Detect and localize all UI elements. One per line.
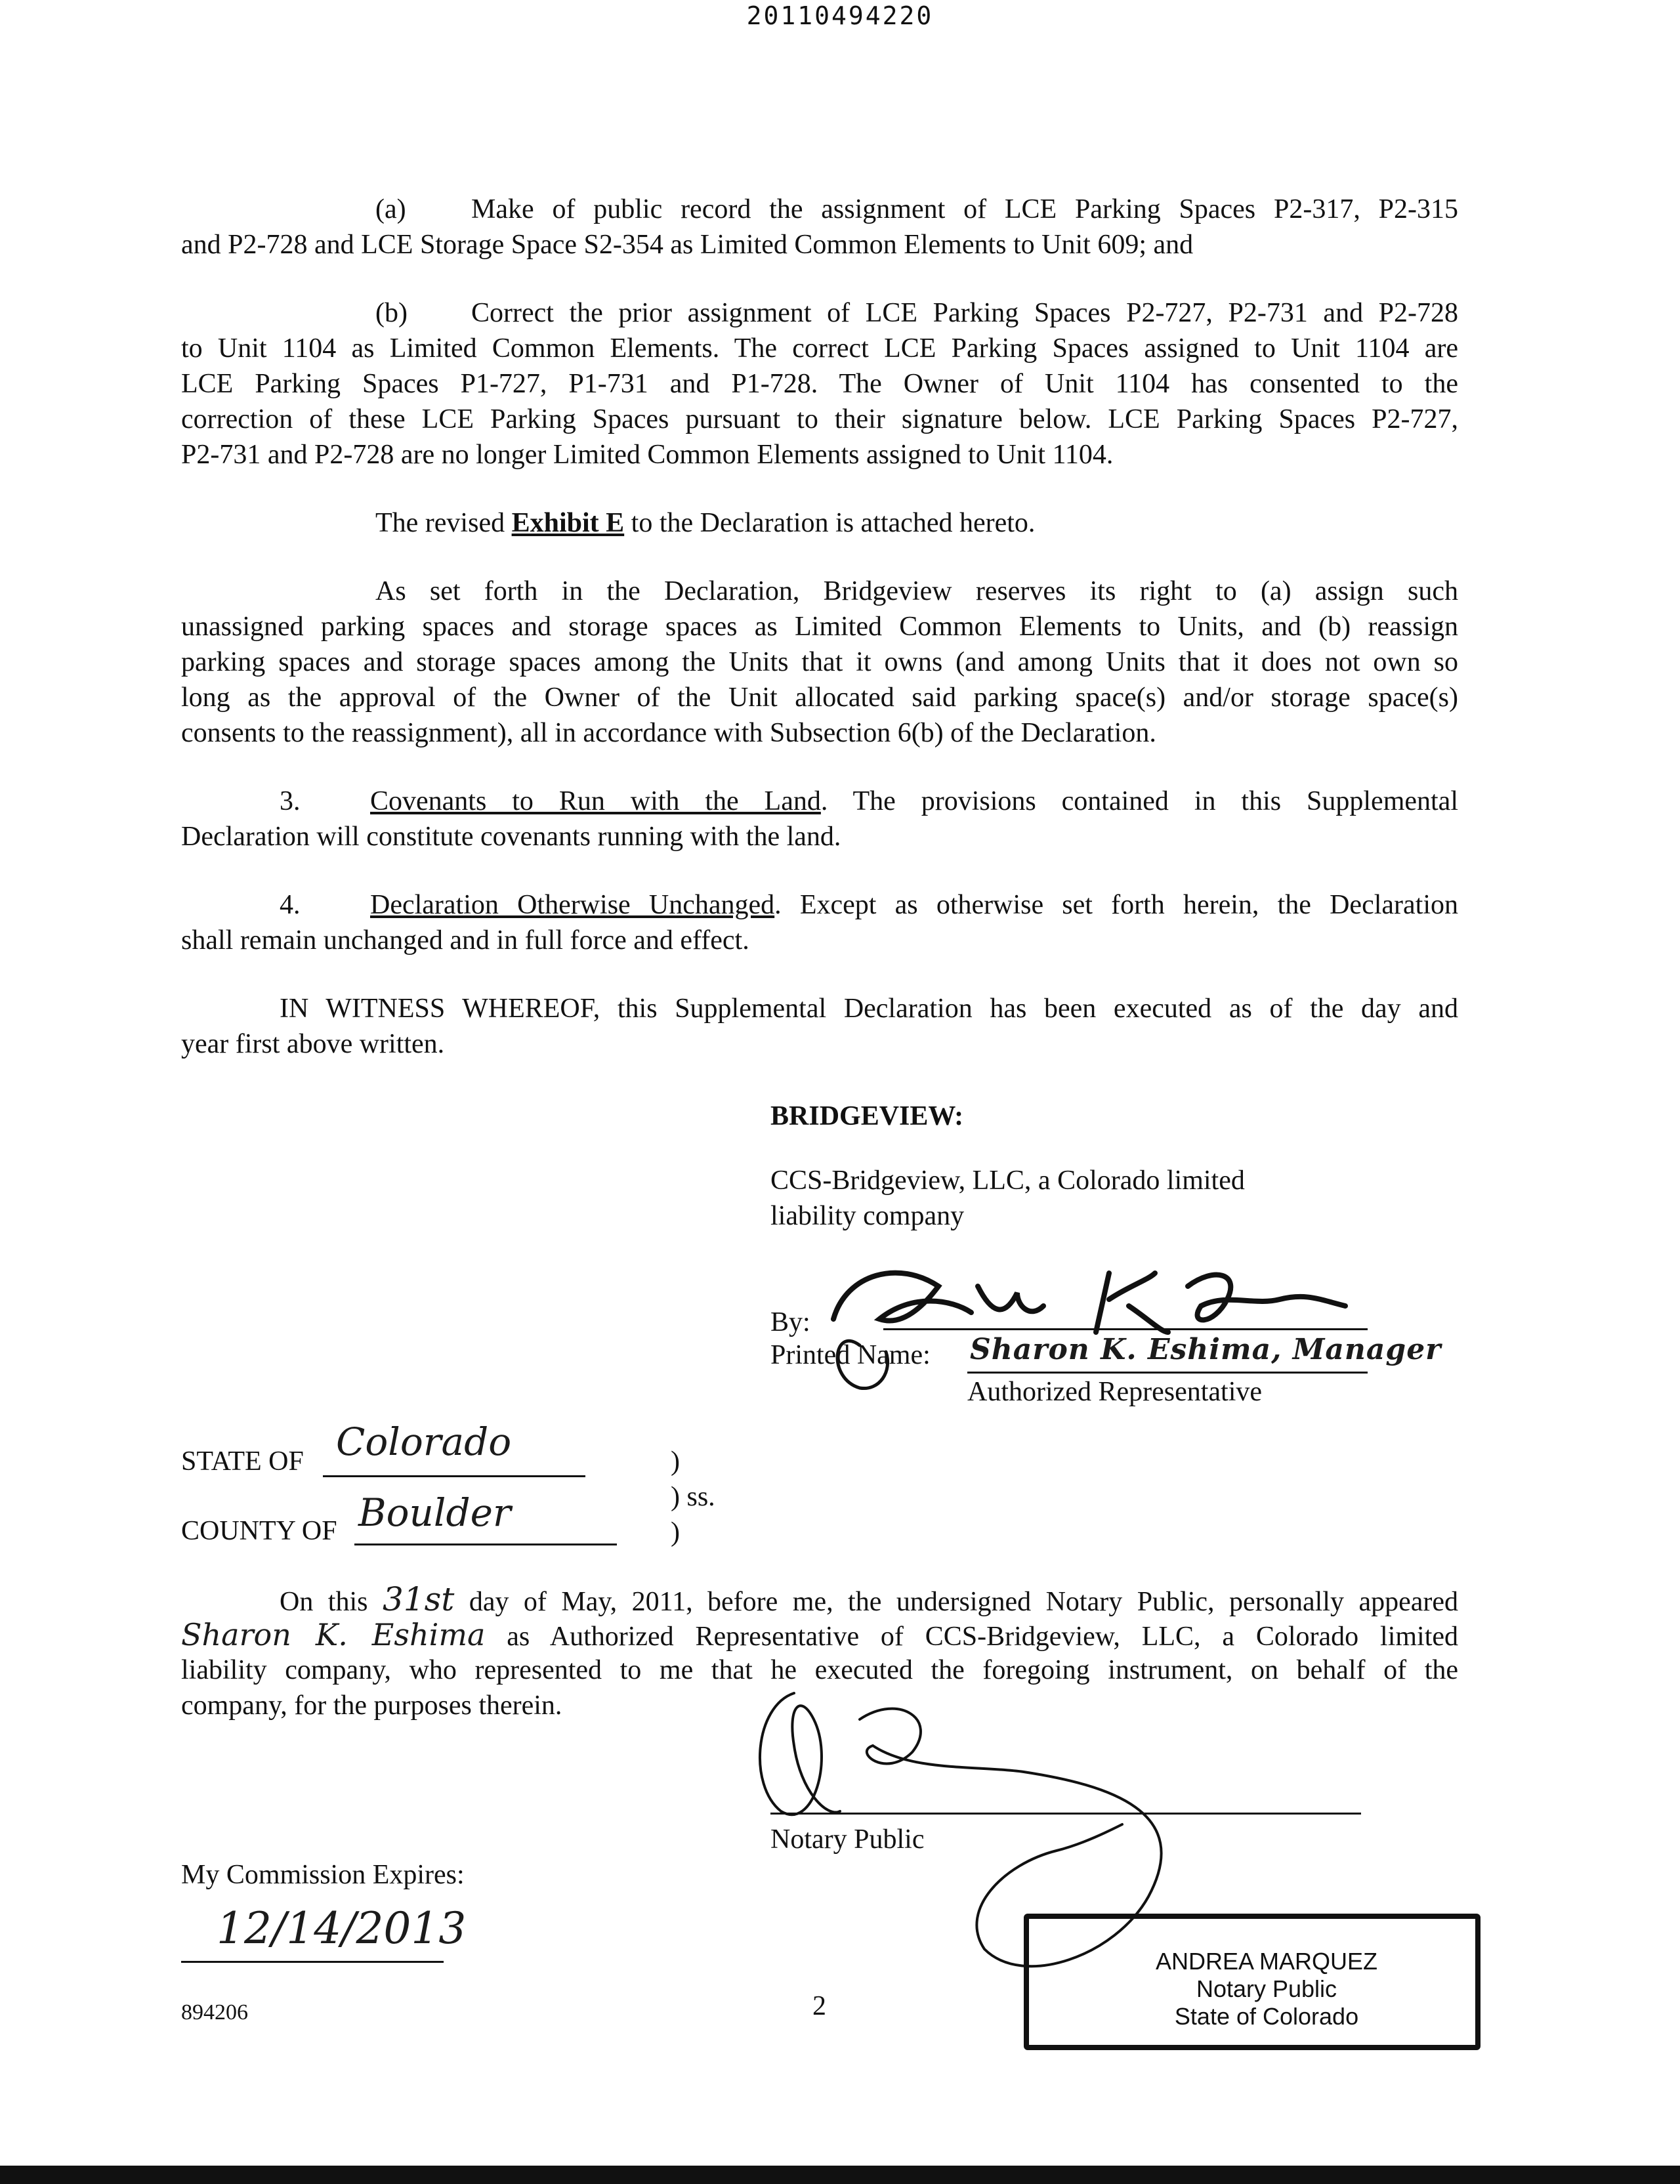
witness-line-1: IN WITNESS WHEREOF, this Supplemental Declaration has been executed as of the day and <box>280 994 1458 1024</box>
notary-public-label: Notary Public <box>770 1824 925 1855</box>
acknowledgment-line-3: liability company, who represented to me that he executed the foregoing instrument, on behalf of the <box>181 1655 1458 1685</box>
item-b-text: Correct the prior assignment of LCE Parking Spaces P2-727, P2-731 and P2-728 <box>471 298 1458 328</box>
document-number: 20110494220 <box>746 1 934 30</box>
company-line-2: liability company <box>770 1201 965 1231</box>
item-b-label: (b) <box>375 298 408 328</box>
stamp-state: State of Colorado <box>1174 2003 1359 2030</box>
item-b-line-3: LCE Parking Spaces P1-727, P1-731 and P1-728. The Owner of Unit 1104 has consented to the <box>181 369 1458 399</box>
acknowledgment-line-2 <box>181 1617 1458 1654</box>
stamp-name: ANDREA MARQUEZ <box>1155 1948 1378 1975</box>
printed-name-line <box>967 1372 1368 1374</box>
reserve-line-1: As set forth in the Declaration, Bridgeview reserves its right to (a) assign such <box>375 576 1458 606</box>
section-4-heading: Declaration Otherwise Unchanged <box>370 890 775 920</box>
reserve-line-3: parking spaces and storage spaces among the Units that it owns (and among Units that it does not own so <box>181 647 1458 677</box>
exhibit-after: to the Declaration is attached hereto. <box>624 508 1036 538</box>
item-a-text: Make of public record the assignment of LCE Parking Spaces P2-317, P2-315 <box>471 194 1458 224</box>
exhibit-e-reference: Exhibit E <box>511 508 625 538</box>
commission-expires-label: My Commission Expires: <box>181 1860 465 1890</box>
page-number: 2 <box>812 1991 826 2021</box>
venue-paren-3: ) <box>671 1517 680 1547</box>
item-b-line-5: P2-731 and P2-728 are no longer Limited Common Elements assigned to Unit 1104. <box>181 440 1114 470</box>
item-b-line-2: to Unit 1104 as Limited Common Elements. The correct LCE Parking Spaces assigned to Unit 1104 are <box>181 333 1458 364</box>
ack-day-handwritten: 31st <box>382 1580 455 1618</box>
commission-date-handwritten: 12/14/2013 <box>217 1903 467 1954</box>
venue-paren-1: ) <box>671 1446 680 1477</box>
signature-heading: BRIDGEVIEW: <box>770 1101 964 1131</box>
item-a-label: (a) <box>375 194 406 224</box>
scan-border-bottom <box>0 2166 1680 2184</box>
item-a-line-1 <box>375 192 1458 227</box>
state-of-value: Colorado <box>336 1419 512 1464</box>
section-4-line-2: shall remain unchanged and in full force and effect. <box>181 925 749 956</box>
authorized-representative-title: Authorized Representative <box>967 1377 1262 1407</box>
reserve-line-4: long as the approval of the Owner of the Unit allocated said parking space(s) and/or storage space(s) <box>181 682 1458 713</box>
exhibit-before: The revised <box>375 508 512 538</box>
ack-on-this: On this <box>280 1587 383 1617</box>
section-4-text: . Except as otherwise set forth herein, the Declaration <box>774 890 1458 920</box>
notary-stamp-text <box>1102 1948 1431 2030</box>
county-of-label: COUNTY OF <box>181 1516 337 1546</box>
printed-name-handwritten: Sharon K. Eshima, Manager <box>970 1333 1442 1366</box>
section-3-number: 3. <box>280 786 301 816</box>
company-line-1: CCS-Bridgeview, LLC, a Colorado limited <box>770 1166 1245 1196</box>
item-a-line-2: and P2-728 and LCE Storage Space S2-354 as Limited Common Elements to Unit 609; and <box>181 230 1194 260</box>
by-label: By: <box>770 1307 810 1337</box>
section-3-heading: Covenants to Run with the Land <box>370 786 821 816</box>
exhibit-paragraph <box>375 505 1458 541</box>
notary-signature-line <box>770 1813 1361 1815</box>
by-signature-line <box>883 1328 1368 1330</box>
county-of-line <box>354 1544 617 1545</box>
county-of-value: Boulder <box>358 1490 511 1535</box>
state-of-line <box>323 1475 585 1477</box>
footer-doc-id: 894206 <box>181 2000 248 2025</box>
section-3-line-2: Declaration will constitute covenants running with the land. <box>181 822 841 852</box>
acknowledgment-line-4: company, for the purposes therein. <box>181 1690 562 1721</box>
ack-line-1-rest: day of May, 2011, before me, the undersigned Notary Public, personally appeared <box>454 1587 1458 1617</box>
ack-appeared-name: Sharon K. Eshima <box>181 1617 486 1652</box>
venue-ss: ) ss. <box>671 1482 715 1512</box>
item-b-line-1 <box>375 295 1458 331</box>
section-4-line-1 <box>280 887 1458 923</box>
section-3-text: . The provisions contained in this Supplemental <box>820 786 1458 816</box>
reserve-line-5: consents to the reassignment), all in accordance with Subsection 6(b) of the Declaration. <box>181 718 1156 748</box>
stamp-title: Notary Public <box>1196 1975 1337 2002</box>
witness-line-2: year first above written. <box>181 1029 445 1059</box>
section-4-number: 4. <box>280 890 301 920</box>
state-of-label: STATE OF <box>181 1446 304 1477</box>
section-3-line-1 <box>280 784 1458 819</box>
printed-name-label: Printed Name: <box>770 1340 931 1370</box>
acknowledgment-line-1 <box>280 1582 1458 1620</box>
ack-line-2-rest: as Authorized Representative of CCS-Bridgeview, LLC, a Colorado limited <box>485 1622 1459 1652</box>
reserve-line-2: unassigned parking spaces and storage spaces as Limited Common Elements to Units, and (b) reassign <box>181 612 1458 642</box>
item-b-line-4: correction of these LCE Parking Spaces pursuant to their signature below. LCE Parking Spaces P2-727, <box>181 404 1458 434</box>
commission-date-line <box>181 1961 444 1963</box>
